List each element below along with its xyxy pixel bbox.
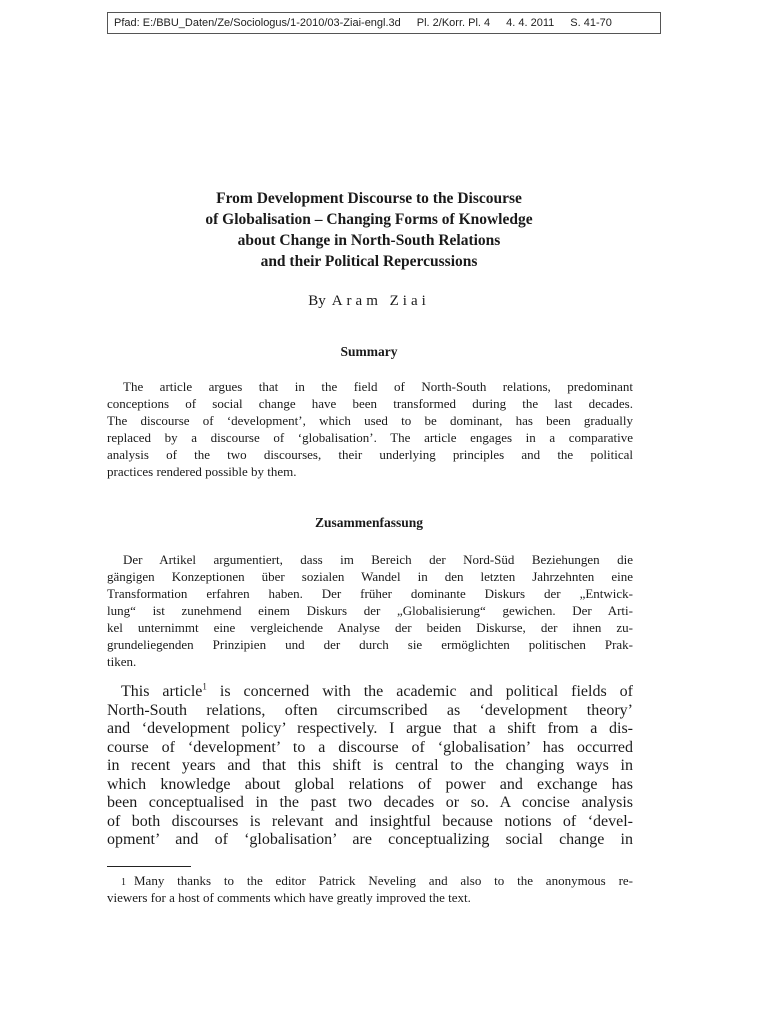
zusammenfassung-heading: Zusammenfassung	[314, 515, 424, 530]
body-line: which knowledge about global relations of power and exchange has	[107, 775, 633, 793]
body-line: in recent years and that this shift is central to the changing ways in	[107, 757, 633, 774]
summary-text	[107, 378, 633, 480]
summary-heading: Summary	[340, 344, 398, 359]
zusammenfassung-line: tiken.	[107, 654, 137, 669]
summary-line: analysis of the two discourses, their underlying principles and the political	[107, 447, 633, 462]
zusammenfassung-line: gängigen Konzeptionen über sozialen Wandel in den letzten Jahrzehnten eine	[107, 569, 633, 584]
body-line: and ‘development policy’ respectively. I argue that a shift from a dis-	[107, 720, 633, 737]
zusammenfassung-line: grundeliegenden Prinzipien und der durch sie ermöglichten politischen Prak-	[107, 637, 633, 652]
footnote-line	[107, 872, 633, 889]
author-line	[107, 291, 631, 311]
title-line: of Globalisation – Changing Forms of Knowledge	[205, 211, 533, 228]
author-by: By	[308, 293, 326, 309]
footnote	[107, 872, 633, 906]
body-first-end: is concerned with the academic and political fields of	[206, 683, 633, 700]
body-line: North-South relations, often circumscribed as ‘development theory’	[107, 701, 633, 719]
summary-line: replaced by a discourse of ‘globalisation’. The article engages in a comparative	[107, 430, 633, 445]
header-path: Pfad: E:/BBU_Daten/Ze/Sociologus/1-2010/03-Ziai-engl.3d	[114, 17, 401, 29]
body-line: of both discourses is relevant and insightful because notions of ‘devel-	[107, 812, 633, 830]
body-line: course of ‘development’ to a discourse of ‘globalisation’ has occurred	[107, 738, 633, 756]
footnote-text-1: Many thanks to the editor Patrick Neveling and also to the anonymous re-	[134, 873, 633, 888]
summary-line: The article argues that in the field of North-South relations, predominant	[123, 379, 633, 394]
body-first-line	[107, 683, 633, 702]
title-line: From Development Discourse to the Discourse	[216, 190, 522, 207]
zusammenfassung-line: lung“ ist zunehmend einem Diskurs der „Globalisierung“ gewichen. Der Arti-	[107, 603, 633, 618]
body-first-start: This article	[121, 683, 203, 700]
body-line: been conceptualised in the past two decades or so. A concise analysis	[107, 794, 633, 811]
summary-line: practices rendered possible by them.	[107, 464, 297, 479]
file-path-header	[107, 12, 661, 34]
header-date: 4. 4. 2011	[506, 17, 555, 29]
footnote-divider	[107, 866, 191, 867]
zusammenfassung-line: Der Artikel argumentiert, dass im Bereich der Nord-Süd Beziehungen die	[123, 552, 633, 567]
body-paragraph	[107, 683, 633, 850]
footnote-line: viewers for a host of comments which have greatly improved the text.	[107, 890, 471, 905]
summary-line: The discourse of ‘development’, which used to be dominant, has been gradually	[107, 413, 633, 428]
zusammenfassung-line: kel unternimmt eine vergleichende Analyse der beiden Diskurse, der ihnen zu-	[107, 620, 633, 635]
zusammenfassung-text	[107, 551, 633, 670]
title-line: about Change in North-South Relations	[237, 232, 501, 249]
footnote-mark: 1	[121, 877, 126, 888]
author-name: Aram Ziai	[331, 293, 430, 309]
header-pages: S. 41-70	[570, 17, 612, 29]
body-line: opment’ and of ‘globalisation’ are conceptualizing social change in	[107, 831, 633, 848]
article-title	[107, 188, 631, 272]
summary-line: conceptions of social change have been transformed during the last decades.	[107, 396, 633, 411]
title-line: and their Political Repercussions	[260, 253, 478, 270]
header-plate: Pl. 2/Korr. Pl. 4	[416, 17, 491, 29]
zusammenfassung-line: Transformation erfahren haben. Der früher dominante Diskurs der „Entwick-	[107, 586, 633, 601]
footnote-reference[interactable]: 1	[202, 681, 207, 692]
